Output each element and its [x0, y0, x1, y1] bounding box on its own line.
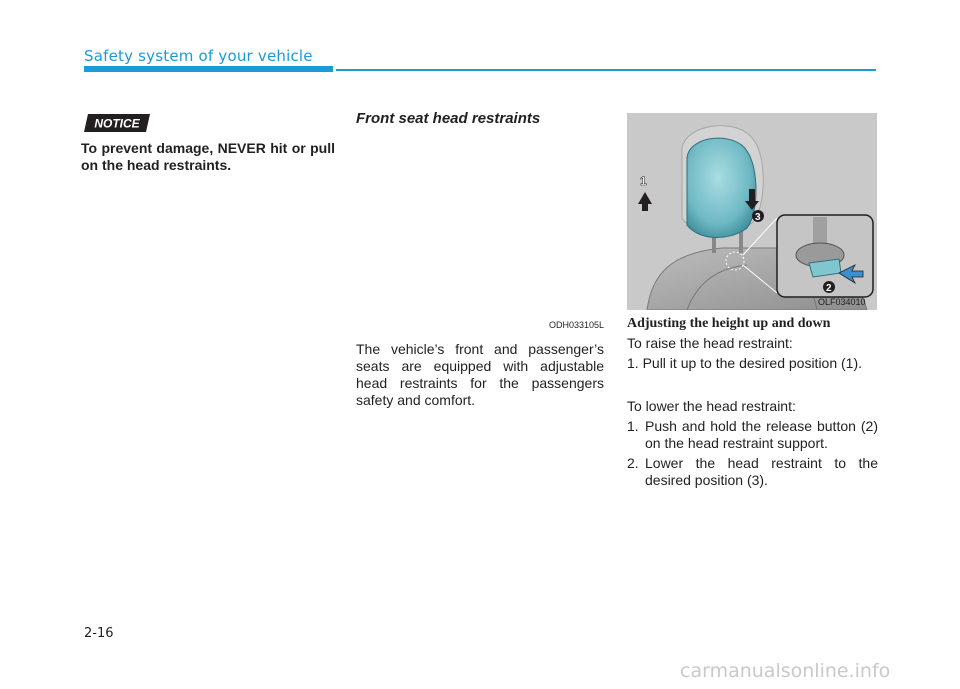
step-text: Lower the head restraint to the desired position (3). — [645, 455, 878, 488]
callout-2: 2 — [826, 283, 832, 294]
callout-3: 3 — [755, 212, 761, 223]
step-number: 1. — [627, 418, 639, 434]
image-code-right: OLF034010 — [818, 297, 866, 307]
image-code-left: ODH033105L — [548, 320, 604, 330]
raise-intro: To raise the head restraint: — [627, 335, 793, 351]
section-body: The vehicle’s front and passenger’s seats are equipped with adjustable head restraints for the passengers safety and comfort. — [356, 341, 604, 408]
restraint-post-right — [739, 231, 743, 253]
watermark: carmanualsonline.info — [680, 660, 891, 682]
list-item — [627, 455, 878, 489]
callout-1: 1 — [640, 174, 647, 188]
subsection-title: Adjusting the height up and down — [627, 316, 831, 331]
lower-intro: To lower the head restraint: — [627, 398, 796, 414]
raise-step: 1. Pull it up to the desired position (1). — [627, 355, 863, 371]
header-rule-thick — [84, 66, 333, 72]
notice-badge-label: NOTICE — [94, 116, 140, 131]
page-number: 2-16 — [84, 626, 114, 641]
head-restraint-illustration — [627, 113, 877, 310]
list-item — [627, 418, 878, 452]
arrow-up-icon — [638, 192, 652, 211]
lower-steps-list — [627, 418, 878, 492]
head-restraint-shape — [687, 138, 756, 237]
section-title: Front seat head restraints — [356, 110, 541, 127]
step-number: 2. — [627, 455, 639, 471]
step-text: Push and hold the release button (2) on the head restraint support. — [645, 418, 878, 451]
notice-text: To prevent damage, NEVER hit or pull on the head restraints. — [81, 140, 335, 173]
header-title: Safety system of your vehicle — [84, 47, 313, 65]
header-rule-thin — [336, 69, 876, 71]
notice-badge — [94, 114, 149, 132]
